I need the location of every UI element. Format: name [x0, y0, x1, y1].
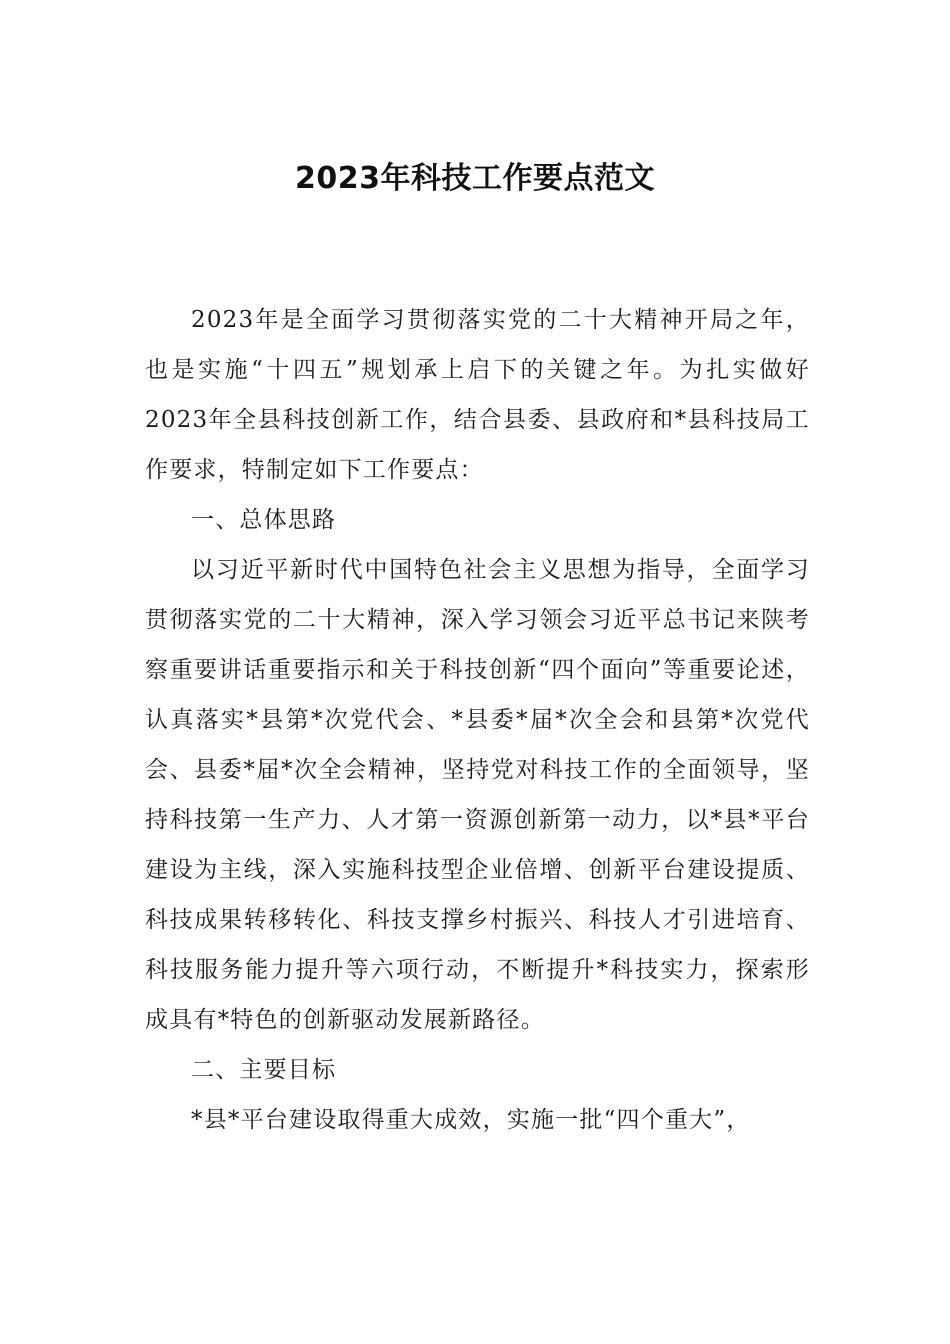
section-heading-overall-approach: 一、总体思路 — [191, 507, 337, 533]
section-heading-main-goals: 二、主要目标 — [191, 1057, 337, 1083]
document-title: 2023年科技工作要点范文 — [295, 161, 655, 196]
main-goals-paragraph: *县*平台建设取得重大成效，实施一批“四个重大”， — [191, 1107, 751, 1133]
overall-approach-paragraph: 以习近平新时代中国特色社会主义思想为指导，全面学习贯彻落实党的二十大精神，深入学习领会习近平总书记来陕考察重要讲话重要指示和关于科技创新“四个面向”等重要论述，认真落实*县第*次党代会、*县委*届*次全会和县第*次党代会、县委*届*次全会精神，坚持党对科技工作的全面领导，坚持科技第一生产力、人才第一资源创新第一动力，以*县*平台建设为主线，深入实施科技型企业倍增、创新平台建设提质、科技成果转移转化、科技支撑乡村振兴、科技人才引进培育、科技服务能力提升等六项行动，不断提升*科技实力，探索形成具有*特色的创新驱动发展新路径。 — [145, 557, 810, 1033]
document-body — [145, 295, 810, 1145]
intro-paragraph: 2023年是全面学习贯彻落实党的二十大精神开局之年，也是实施“十四五”规划承上启下的关键之年。为扎实做好2023年全县科技创新工作，结合县委、县政府和*县科技局工作要求，特制定如下工作要点： — [145, 307, 810, 483]
